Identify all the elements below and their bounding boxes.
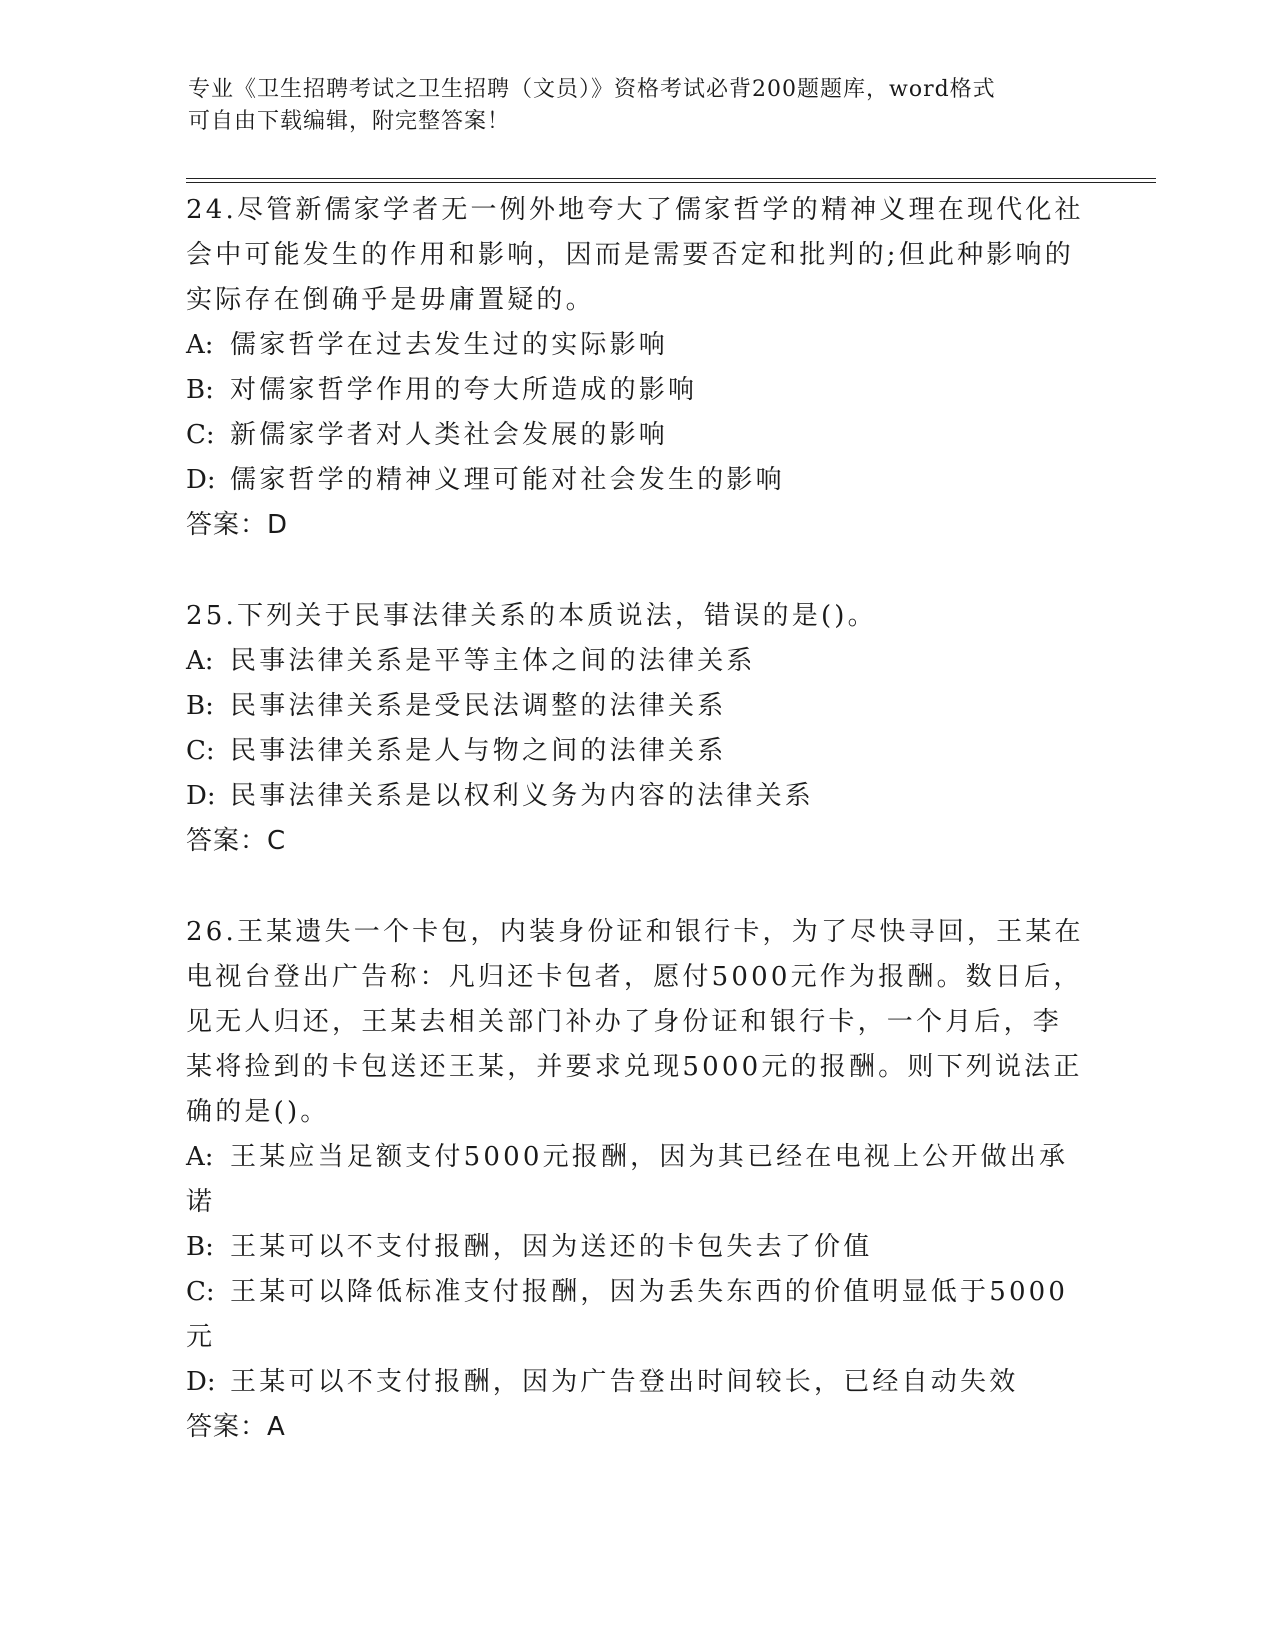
option-text: 新儒家学者对人类社会发展的影响	[230, 420, 669, 450]
option-letter: B:	[186, 691, 214, 721]
header-intro-line1: 专业《卫生招聘考试之卫生招聘（文员）》资格考试必背200题题库，word格式	[188, 77, 996, 102]
option-letter: A:	[186, 330, 214, 360]
question-stem: 25.下列关于民事法律关系的本质说法，错误的是()。	[186, 601, 877, 631]
option-letter: D:	[186, 1367, 216, 1397]
option-a	[186, 1135, 1086, 1225]
option-text: 民事法律关系是受民法调整的法律关系	[230, 691, 727, 721]
option-c	[186, 413, 1086, 458]
option-text: 对儒家哲学作用的夸大所造成的影响	[230, 375, 698, 405]
answer-line: 答案：C	[186, 826, 287, 856]
option-letter: A:	[186, 1142, 214, 1172]
question-list	[186, 188, 1086, 1496]
option-b	[186, 368, 1086, 413]
option-text: 王某可以不支付报酬，因为送还的卡包失去了价值	[230, 1232, 873, 1262]
option-letter: C:	[186, 420, 215, 450]
question-24	[186, 188, 1086, 548]
option-text: 民事法律关系是平等主体之间的法律关系	[230, 646, 756, 676]
option-letter: B:	[186, 375, 214, 405]
option-text: 王某可以降低标准支付报酬，因为丢失东西的价值明显低于5000元	[186, 1277, 1069, 1352]
option-text: 王某应当足额支付5000元报酬，因为其已经在电视上公开做出承诺	[186, 1142, 1069, 1217]
option-letter: D:	[186, 781, 216, 811]
header-intro-line2: 可自由下载编辑，附完整答案！	[188, 109, 511, 134]
header-divider	[186, 178, 1156, 183]
question-stem: 26.王某遗失一个卡包，内装身份证和银行卡，为了尽快寻回，王某在电视台登出广告称：凡归还卡包者，愿付5000元作为报酬。数日后，见无人归还，王某去相关部门补办了身份证和银行卡，一个月后，李某将捡到的卡包送还王某，并要求兑现5000元的报酬。则下列说法正确的是()。	[186, 917, 1084, 1127]
option-c	[186, 729, 1086, 774]
option-text: 王某可以不支付报酬，因为广告登出时间较长，已经自动失效	[230, 1367, 1019, 1397]
answer-line: 答案：D	[186, 510, 289, 540]
option-a	[186, 639, 1086, 684]
option-text: 儒家哲学的精神义理可能对社会发生的影响	[230, 465, 785, 495]
option-a	[186, 323, 1086, 368]
option-letter: C:	[186, 736, 215, 766]
option-b	[186, 684, 1086, 729]
question-stem: 24.尽管新儒家学者无一例外地夸大了儒家哲学的精神义理在现代化社会中可能发生的作用和影响，因而是需要否定和批判的;但此种影响的实际存在倒确乎是毋庸置疑的。	[186, 195, 1084, 315]
option-letter: D:	[186, 465, 216, 495]
option-text: 民事法律关系是以权利义务为内容的法律关系	[230, 781, 815, 811]
option-b	[186, 1225, 1086, 1270]
option-d	[186, 774, 1086, 819]
question-26	[186, 910, 1086, 1450]
document-header	[188, 74, 1088, 138]
option-text: 儒家哲学在过去发生过的实际影响	[230, 330, 669, 360]
question-25	[186, 594, 1086, 864]
answer-line: 答案：A	[186, 1412, 286, 1442]
option-letter: A:	[186, 646, 214, 676]
option-letter: C:	[186, 1277, 215, 1307]
option-text: 民事法律关系是人与物之间的法律关系	[230, 736, 727, 766]
option-d	[186, 458, 1086, 503]
option-c	[186, 1270, 1086, 1360]
option-letter: B:	[186, 1232, 214, 1262]
option-d	[186, 1360, 1086, 1405]
